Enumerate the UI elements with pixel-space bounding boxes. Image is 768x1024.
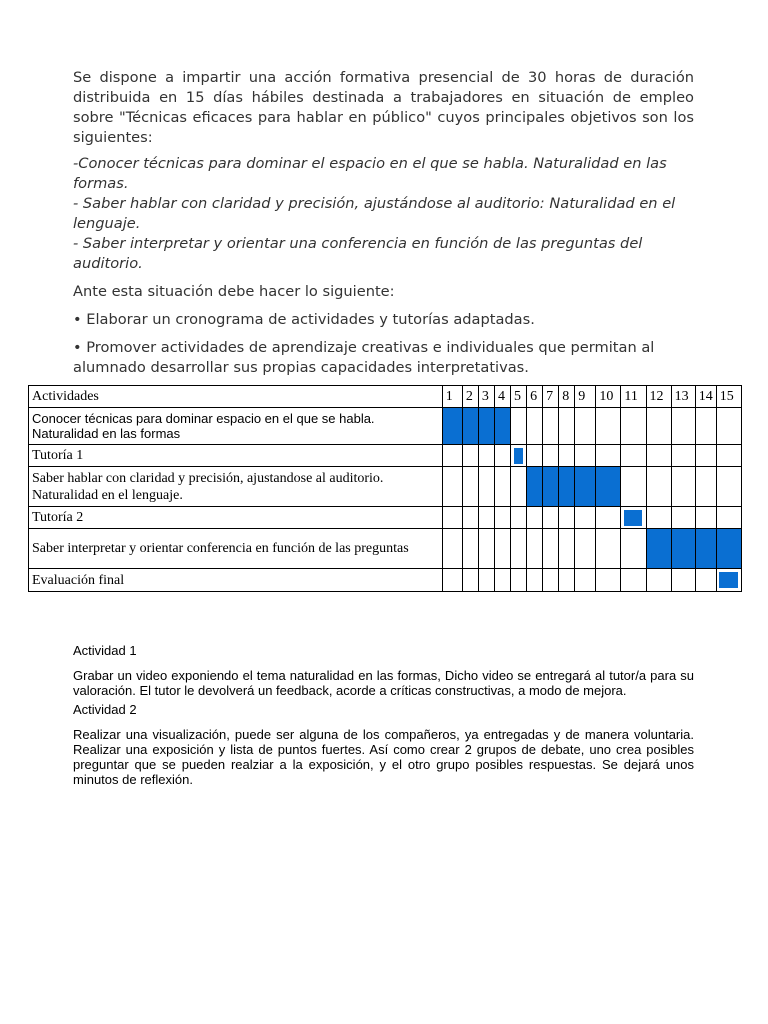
schedule-empty-cell — [575, 529, 596, 569]
header-activities: Actividades — [29, 386, 443, 408]
schedule-empty-cell — [596, 408, 621, 445]
activity-label: Saber hablar con claridad y precisión, ajustandose al auditorio. Naturalidad en el lenguaje. — [29, 467, 443, 507]
schedule-bar-cell — [671, 529, 695, 569]
header-day: 3 — [478, 386, 494, 408]
schedule-empty-cell — [695, 445, 716, 467]
schedule-empty-cell — [527, 408, 543, 445]
schedule-empty-cell — [559, 569, 575, 592]
schedule-empty-cell — [543, 507, 559, 529]
header-day: 13 — [671, 386, 695, 408]
schedule-empty-cell — [527, 529, 543, 569]
schedule-empty-cell — [621, 569, 646, 592]
schedule-empty-cell — [442, 569, 462, 592]
schedule-bar-cell — [527, 467, 543, 507]
schedule-empty-cell — [716, 408, 741, 445]
activity-1-text: Grabar un video exponiendo el tema naturalidad en las formas, Dicho video se entregará al tutor/a para su valoración. El tutor le devolverá un feedback, acorde a críticas constructivas, a modo de mejora. — [73, 668, 694, 698]
schedule-bar-cell — [462, 408, 478, 445]
schedule-empty-cell — [716, 445, 741, 467]
schedule-empty-cell — [716, 507, 741, 529]
schedule-empty-cell — [695, 569, 716, 592]
schedule-empty-cell — [575, 408, 596, 445]
header-day: 14 — [695, 386, 716, 408]
schedule-empty-cell — [621, 529, 646, 569]
header-day: 1 — [442, 386, 462, 408]
header-day: 2 — [462, 386, 478, 408]
schedule-empty-cell — [596, 529, 621, 569]
schedule-empty-cell — [695, 408, 716, 445]
schedule-empty-cell — [527, 569, 543, 592]
schedule-bar-cell — [559, 467, 575, 507]
header-day: 15 — [716, 386, 741, 408]
schedule-empty-cell — [478, 569, 494, 592]
schedule-empty-cell — [559, 507, 575, 529]
schedule-empty-cell — [511, 507, 527, 529]
schedule-empty-cell — [478, 529, 494, 569]
activity-label: Tutoría 2 — [29, 507, 443, 529]
schedule-marker — [719, 572, 738, 588]
schedule-empty-cell — [671, 467, 695, 507]
schedule-empty-cell — [671, 569, 695, 592]
schedule-empty-cell — [543, 529, 559, 569]
schedule-empty-cell — [442, 529, 462, 569]
header-day: 12 — [646, 386, 671, 408]
schedule-header-row — [29, 386, 742, 408]
schedule-bar-cell — [646, 529, 671, 569]
activity-2-text: Realizar una visualización, puede ser alguna de los compañeros, ya entregadas y de manera voluntaria. Realizar una exposición y lista de puntos fuertes. Así como crear 2 grupos de debate, uno crea posibles preguntar que se pueden realziar a la exposición, y el otro grupo posibles respuestas. Se dejará unos minutos de reflexión. — [73, 727, 694, 787]
schedule-bar-cell — [575, 467, 596, 507]
schedule-empty-cell — [671, 408, 695, 445]
intro-section — [73, 68, 694, 378]
schedule-empty-cell — [462, 569, 478, 592]
schedule-bar-cell — [716, 529, 741, 569]
schedule-table — [28, 385, 742, 592]
activity-label: Saber interpretar y orientar conferencia en función de las preguntas — [29, 529, 443, 569]
objective-3: - Saber interpretar y orientar una conferencia en función de las preguntas del auditorio. — [73, 235, 643, 272]
schedule-marker — [514, 448, 523, 464]
schedule-empty-cell — [442, 445, 462, 467]
schedule-empty-cell — [559, 408, 575, 445]
schedule-row — [29, 507, 742, 529]
schedule-empty-cell — [695, 507, 716, 529]
schedule-empty-cell — [478, 445, 494, 467]
objective-1: -Conocer técnicas para dominar el espacio en el que se habla. Naturalidad en las formas. — [73, 155, 667, 192]
schedule-empty-cell — [543, 408, 559, 445]
header-day: 9 — [575, 386, 596, 408]
header-day: 10 — [596, 386, 621, 408]
schedule-empty-cell — [621, 408, 646, 445]
activities-section — [73, 643, 694, 787]
schedule-empty-cell — [494, 507, 510, 529]
schedule-empty-cell — [646, 467, 671, 507]
activity-label: Tutoría 1 — [29, 445, 443, 467]
schedule-empty-cell — [494, 529, 510, 569]
schedule-row — [29, 408, 742, 445]
schedule-empty-cell — [462, 507, 478, 529]
activity-label: Conocer técnicas para dominar espacio en el que se habla. Naturalidad en las formas — [29, 408, 443, 445]
schedule-empty-cell — [575, 507, 596, 529]
schedule-empty-cell — [462, 445, 478, 467]
schedule-row — [29, 529, 742, 569]
schedule-marker-cell — [716, 569, 741, 592]
header-day: 7 — [543, 386, 559, 408]
schedule-empty-cell — [646, 408, 671, 445]
schedule-empty-cell — [596, 507, 621, 529]
schedule-empty-cell — [646, 445, 671, 467]
schedule-bar-cell — [442, 408, 462, 445]
schedule-bar-cell — [494, 408, 510, 445]
activity-1-title: Actividad 1 — [73, 643, 137, 658]
schedule-empty-cell — [511, 467, 527, 507]
schedule-empty-cell — [511, 569, 527, 592]
schedule-empty-cell — [478, 467, 494, 507]
schedule-bar-cell — [478, 408, 494, 445]
schedule-empty-cell — [494, 569, 510, 592]
schedule-empty-cell — [695, 467, 716, 507]
schedule-empty-cell — [494, 467, 510, 507]
schedule-empty-cell — [575, 445, 596, 467]
schedule-empty-cell — [596, 445, 621, 467]
schedule-empty-cell — [646, 569, 671, 592]
header-day: 6 — [527, 386, 543, 408]
header-day: 5 — [511, 386, 527, 408]
schedule-empty-cell — [596, 569, 621, 592]
schedule-row — [29, 445, 742, 467]
schedule-marker-cell — [621, 507, 646, 529]
schedule-empty-cell — [559, 529, 575, 569]
schedule-row — [29, 569, 742, 592]
schedule-empty-cell — [621, 467, 646, 507]
schedule-empty-cell — [511, 408, 527, 445]
schedule-empty-cell — [527, 445, 543, 467]
schedule-empty-cell — [442, 507, 462, 529]
schedule-empty-cell — [462, 467, 478, 507]
schedule-row — [29, 467, 742, 507]
schedule-empty-cell — [671, 507, 695, 529]
situation-text: Ante esta situación debe hacer lo siguiente: — [73, 283, 395, 300]
schedule-empty-cell — [671, 445, 695, 467]
schedule-bar-cell — [543, 467, 559, 507]
schedule-empty-cell — [575, 569, 596, 592]
task-1: • Elaborar un cronograma de actividades y tutorías adaptadas. — [73, 311, 535, 328]
schedule-empty-cell — [442, 467, 462, 507]
task-2: • Promover actividades de aprendizaje creativas e individuales que permitan al alumnado desarrollar sus propias capacidades interpretativas. — [73, 339, 655, 376]
schedule-empty-cell — [621, 445, 646, 467]
header-day: 4 — [494, 386, 510, 408]
objective-2: - Saber hablar con claridad y precisión, ajustándose al auditorio: Naturalidad en el lenguaje. — [73, 195, 676, 232]
schedule-empty-cell — [478, 507, 494, 529]
schedule-bar-cell — [596, 467, 621, 507]
activity-label: Evaluación final — [29, 569, 443, 592]
schedule-empty-cell — [527, 507, 543, 529]
schedule-empty-cell — [494, 445, 510, 467]
header-day: 8 — [559, 386, 575, 408]
schedule-empty-cell — [559, 445, 575, 467]
schedule-empty-cell — [543, 569, 559, 592]
activity-2-title: Actividad 2 — [73, 702, 137, 717]
intro-paragraph: Se dispone a impartir una acción formativa presencial de 30 horas de duración distribuida en 15 días hábiles destinada a trabajadores en situación de empleo sobre "Técnicas eficaces para hablar en público" cuyos principales objetivos son los siguientes: — [73, 69, 694, 146]
schedule-empty-cell — [462, 529, 478, 569]
header-day: 11 — [621, 386, 646, 408]
schedule-empty-cell — [716, 467, 741, 507]
schedule-bar-cell — [695, 529, 716, 569]
schedule-empty-cell — [543, 445, 559, 467]
schedule-empty-cell — [511, 529, 527, 569]
schedule-marker-cell — [511, 445, 527, 467]
schedule-empty-cell — [646, 507, 671, 529]
schedule-marker — [624, 510, 642, 526]
